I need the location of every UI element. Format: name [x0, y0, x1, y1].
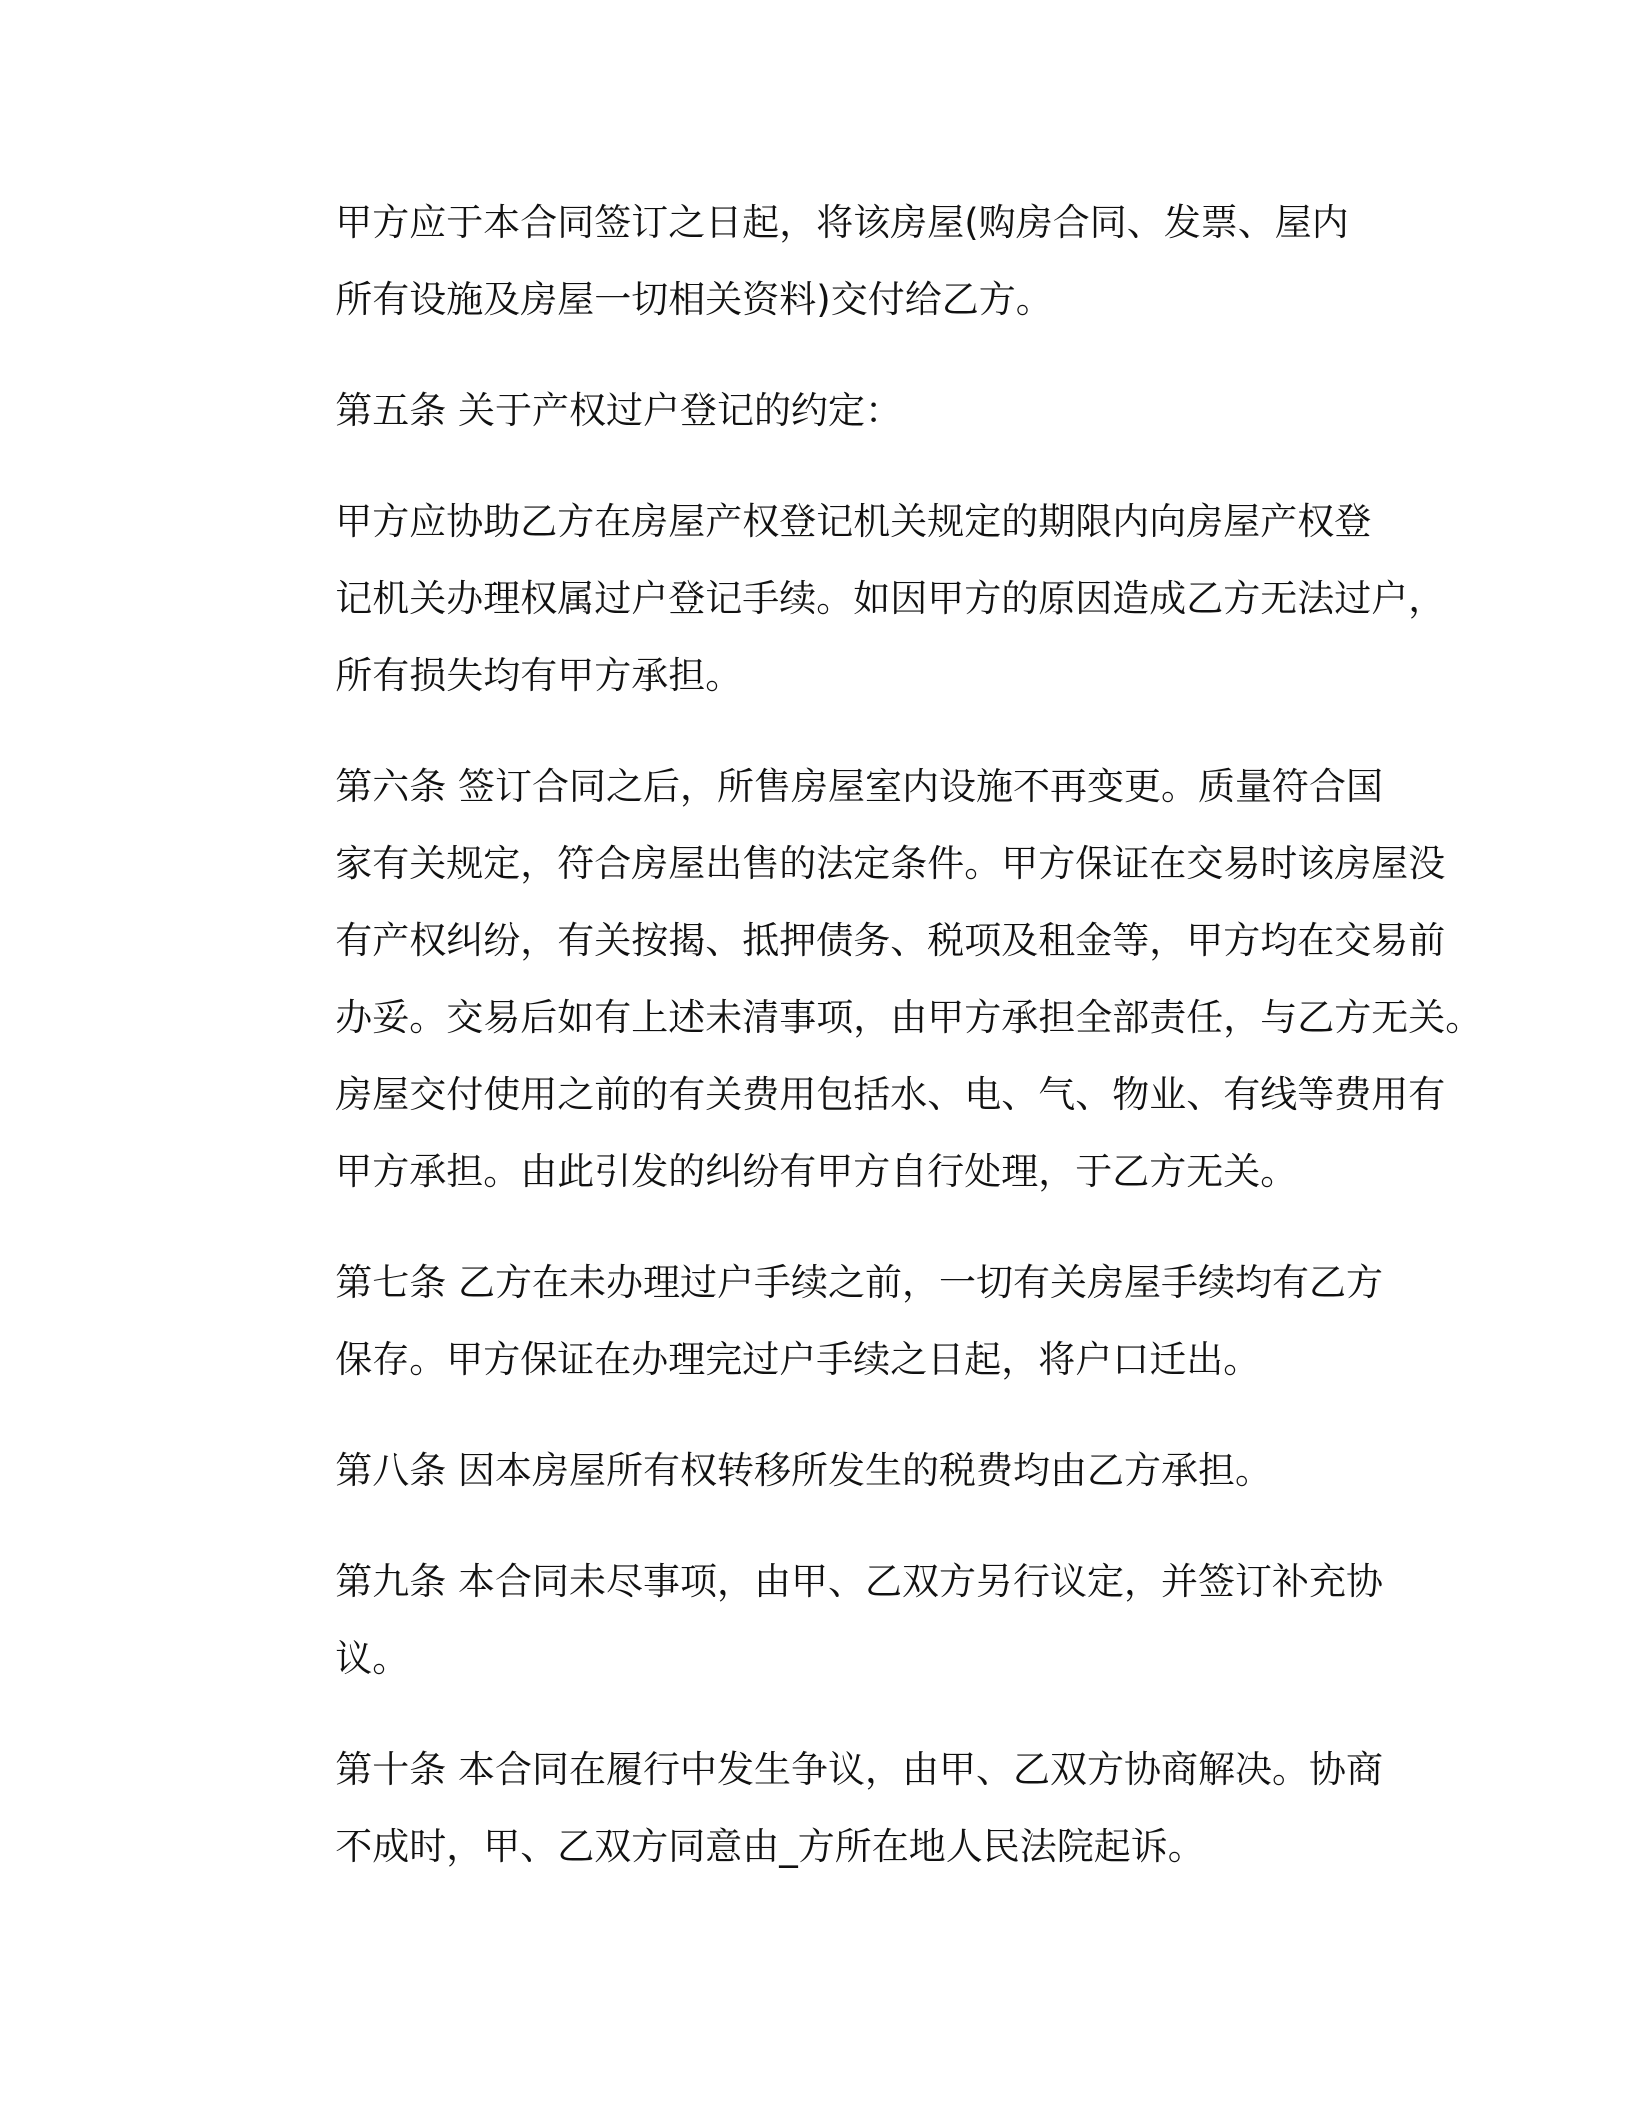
text-line: 第十条 本合同在履行中发生争议，由甲、乙双方协商解决。协商	[335, 1748, 1384, 1791]
paragraph-article-9	[238, 1543, 1384, 1697]
text-line: 第八条 因本房屋所有权转移所发生的税费均由乙方承担。	[335, 1449, 1273, 1492]
text-line: 办妥。交易后如有上述未清事项，由甲方承担全部责任，与乙方无关。	[335, 996, 1483, 1039]
text-line: 甲方承担。由此引发的纠纷有甲方自行处理，于乙方无关。	[335, 1150, 1298, 1193]
paragraph-article-8	[238, 1432, 1380, 1509]
paragraph-delivery	[238, 184, 1380, 338]
text-line: 房屋交付使用之前的有关费用包括水、电、气、物业、有线等费用有	[335, 1073, 1446, 1116]
text-line: 有产权纠纷，有关按揭、抵押债务、税项及租金等，甲方均在交易前	[335, 919, 1446, 962]
text-line: 第五条 关于产权过户登记的约定：	[335, 389, 903, 432]
paragraph-article-7	[238, 1244, 1384, 1398]
text-line: 第七条 乙方在未办理过户手续之前，一切有关房屋手续均有乙方	[335, 1261, 1384, 1304]
text-line: 议。	[335, 1637, 410, 1680]
text-line: 甲方应于本合同签订之日起，将该房屋(购房合同、发票、屋内	[335, 201, 1349, 244]
article-5-heading	[238, 372, 1380, 449]
text-line: 不成时，甲、乙双方同意由_方所在地人民法院起诉。	[335, 1825, 1205, 1868]
text-line: 甲方应协助乙方在房屋产权登记机关规定的期限内向房屋产权登	[335, 500, 1372, 543]
text-line: 第六条 签订合同之后，所售房屋室内设施不再变更。质量符合国	[335, 765, 1384, 808]
text-line: 记机关办理权属过户登记手续。如因甲方的原因造成乙方无法过户，	[335, 577, 1446, 620]
contract-body	[238, 184, 1483, 1919]
text-line: 家有关规定，符合房屋出售的法定条件。甲方保证在交易时该房屋没	[335, 842, 1446, 885]
text-line: 所有设施及房屋一切相关资料)交付给乙方。	[335, 278, 1053, 321]
text-line: 所有损失均有甲方承担。	[335, 654, 743, 697]
text-line: 保存。甲方保证在办理完过户手续之日起，将户口迁出。	[335, 1338, 1261, 1381]
paragraph-article-6	[238, 748, 1483, 1210]
text-line: 第九条 本合同未尽事项，由甲、乙双方另行议定，并签订补充协	[335, 1560, 1384, 1603]
paragraph-article-5	[238, 483, 1446, 714]
paragraph-article-10	[238, 1731, 1384, 1885]
